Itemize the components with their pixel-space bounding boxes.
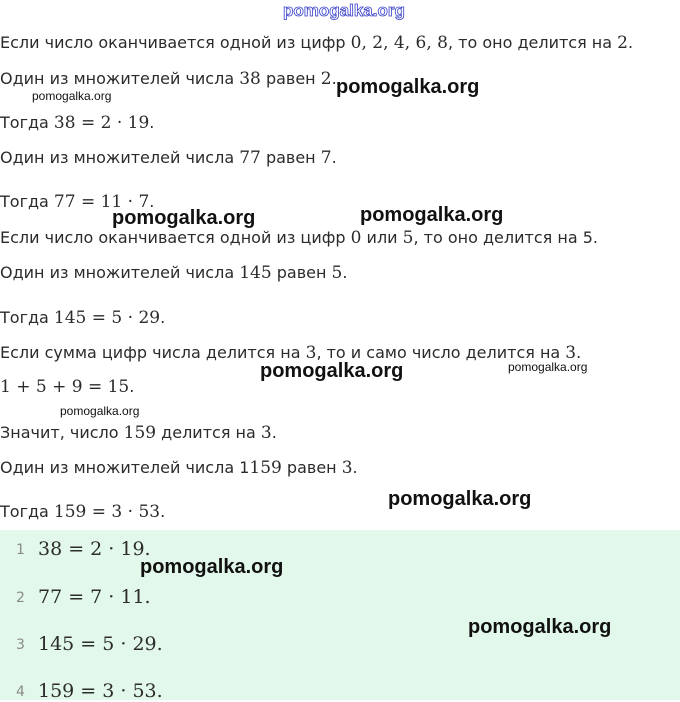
math: 3: [341, 458, 353, 478]
text: .: [129, 377, 135, 396]
math: 145 = 5 · 29: [53, 308, 161, 328]
conclusion-159: [0, 423, 277, 443]
text: .: [149, 113, 155, 132]
text: Один из множителей числа: [0, 148, 240, 167]
rule-divisible-by-5: [0, 228, 598, 248]
text: .: [352, 458, 358, 477]
factor-of-145: [0, 263, 347, 283]
text: равен: [260, 148, 321, 167]
watermark: pomogalka.org: [140, 556, 284, 578]
math: 0: [350, 228, 362, 248]
watermark: pomogalka.org: [360, 204, 504, 226]
text: .: [160, 308, 166, 327]
math: 0, 2, 4, 6, 8: [350, 33, 448, 53]
watermark: pomogalka.org: [112, 207, 256, 229]
math: 1 + 5 + 9 = 15: [0, 377, 130, 397]
factor-of-159: [0, 458, 358, 478]
answer-expression: 38 = 2 · 19.: [38, 538, 151, 560]
text: .: [160, 502, 166, 521]
text: .: [149, 192, 155, 211]
text: Один из множителей числа: [0, 69, 240, 88]
watermark: pomogalka.org: [336, 76, 480, 98]
watermark-top[interactable]: pomogalka.org: [283, 1, 405, 20]
text: Один из множителей числа: [0, 263, 240, 282]
text: .: [576, 343, 582, 362]
text: делится на: [156, 423, 261, 442]
math: 5: [402, 228, 414, 248]
watermark: pomogalka.org: [508, 360, 588, 374]
text: , то и само число делится на: [316, 343, 566, 362]
watermark: pomogalka.org: [32, 89, 112, 103]
text: .: [627, 33, 634, 52]
text: , то оно делится на: [447, 33, 618, 52]
text: Тогда: [0, 113, 54, 132]
watermark: pomogalka.org: [260, 360, 404, 382]
math: 5: [331, 263, 343, 283]
math: 159: [123, 423, 157, 443]
result-145: [0, 308, 165, 328]
result-38: [0, 113, 154, 133]
text: .: [271, 423, 277, 442]
text: .: [331, 148, 337, 167]
math: 7: [320, 148, 332, 168]
watermark: pomogalka.org: [388, 488, 532, 510]
text: Тогда: [0, 502, 54, 521]
math: 159: [249, 458, 282, 478]
text: равен: [281, 458, 342, 477]
text: .: [331, 69, 337, 88]
text: .: [342, 263, 348, 282]
text: Если число оканчивается одной из цифр: [0, 33, 351, 52]
text: или: [361, 228, 403, 247]
text: , то оно делится на 5.: [413, 228, 598, 247]
math: 3: [565, 343, 577, 363]
text: Тогда: [0, 192, 54, 211]
rule-divisible-by-2: [0, 33, 633, 53]
text: равен: [271, 263, 332, 282]
factor-of-77: [0, 148, 337, 168]
answer-number: 4: [16, 684, 25, 700]
answer-block: [0, 530, 680, 700]
digit-sum-159: [0, 377, 134, 397]
answer-expression: 159 = 3 · 53.: [38, 680, 163, 702]
factor-of-38: [0, 69, 337, 89]
text: Значит, число: [0, 423, 124, 442]
math: 77 = 11 · 7: [53, 192, 150, 212]
answer-number: 3: [16, 637, 25, 653]
answer-expression: 77 = 7 · 11.: [38, 586, 151, 608]
math: 145: [239, 263, 272, 283]
math: 77: [239, 148, 261, 168]
watermark: pomogalka.org: [468, 616, 612, 638]
math: 38 = 2 · 19: [53, 113, 150, 133]
watermark: pomogalka.org: [60, 404, 140, 418]
math: 38: [239, 69, 261, 89]
answer-number: 2: [16, 590, 25, 606]
text: Тогда: [0, 308, 54, 327]
math: 3: [260, 423, 272, 443]
math: 3: [305, 343, 317, 363]
answer-expression: 145 = 5 · 29.: [38, 633, 163, 655]
result-159: [0, 502, 165, 522]
math: 159 = 3 · 53: [53, 502, 161, 522]
answer-number: 1: [16, 542, 25, 558]
text: Если число оканчивается одной из цифр: [0, 228, 351, 247]
text: Один из множителей числа 1: [0, 458, 250, 477]
text: Если сумма цифр числа делится на: [0, 343, 306, 362]
text: равен: [260, 69, 321, 88]
math: 2: [320, 69, 332, 89]
math: 2: [617, 33, 628, 53]
